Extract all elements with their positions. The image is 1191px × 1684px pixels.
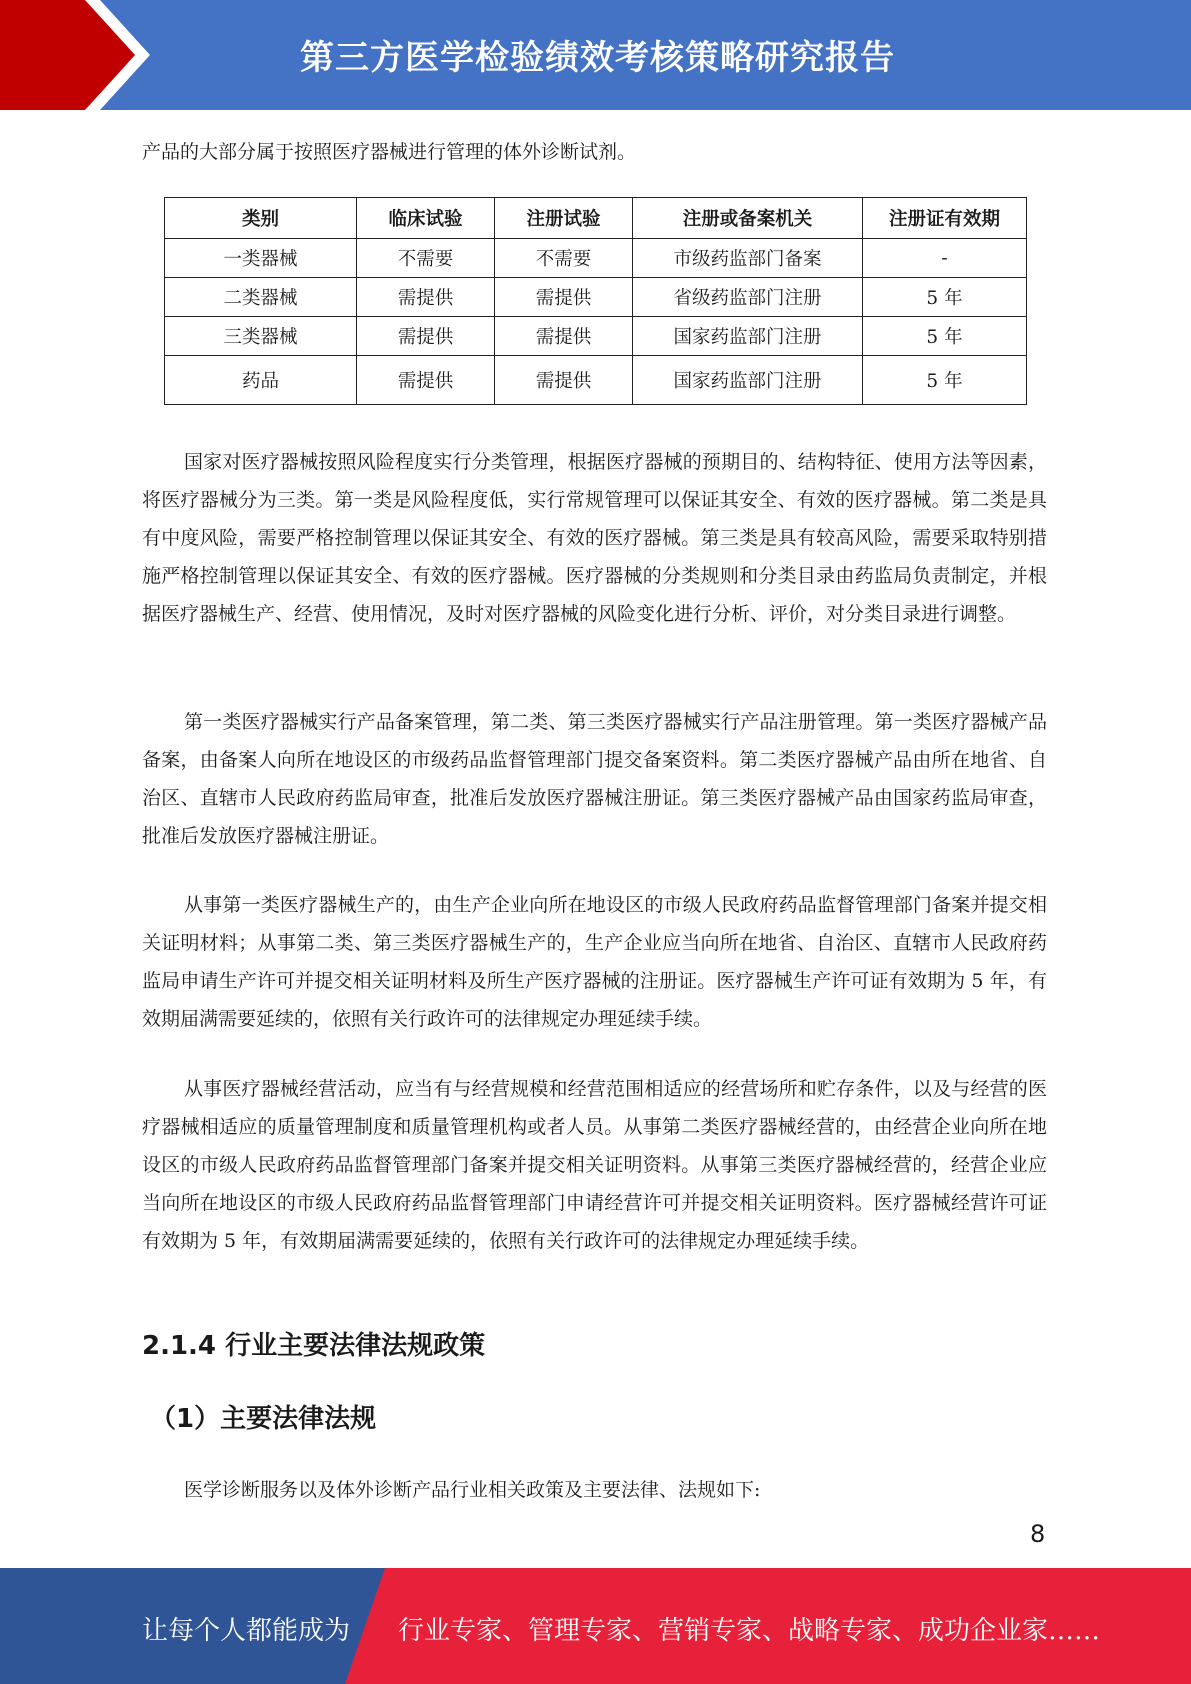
table-row: [165, 317, 1027, 356]
table-header-cell: 注册证有效期: [863, 198, 1027, 239]
sub-heading: （1）主要法律法规: [150, 1404, 377, 1434]
report-title: 第三方医学检验绩效考核策略研究报告: [300, 38, 895, 78]
table-header-cell: 类别: [165, 198, 357, 239]
table-cell: 需提供: [495, 356, 633, 405]
table-cell: 药品: [165, 356, 357, 405]
table-cell: 需提供: [495, 278, 633, 317]
body-paragraph: 第一类医疗器械实行产品备案管理，第二类、第三类医疗器械实行产品注册管理。第一类医疗器械产品备案，由备案人向所在地设区的市级药品监督管理部门提交备案资料。第二类医疗器械产品由所在地省、自治区、直辖市人民政府药监局审查，批准后发放医疗器械注册证。第三类医疗器械产品由国家药监局审查，批准后发放医疗器械注册证。: [142, 711, 1047, 847]
table-cell: 需提供: [357, 356, 495, 405]
table-header-cell: 注册或备案机关: [633, 198, 863, 239]
table-row: [165, 278, 1027, 317]
table-cell: 二类器械: [165, 278, 357, 317]
table-cell: 不需要: [357, 239, 495, 278]
table-cell: 国家药监部门注册: [633, 317, 863, 356]
table-header-row: [165, 198, 1027, 239]
table-header-cell: 临床试验: [357, 198, 495, 239]
table-cell: 省级药监部门注册: [633, 278, 863, 317]
table-cell: 需提供: [357, 278, 495, 317]
table-cell: 需提供: [495, 317, 633, 356]
page-header: [0, 0, 1191, 110]
body-paragraph: 国家对医疗器械按照风险程度实行分类管理，根据医疗器械的预期目的、结构特征、使用方法等因素，将医疗器械分为三类。第一类是风险程度低，实行常规管理可以保证其安全、有效的医疗器械。第二类是具有中度风险，需要严格控制管理以保证其安全、有效的医疗器械。第三类是具有较高风险，需要采取特别措施严格控制管理以保证其安全、有效的医疗器械。医疗器械的分类规则和分类目录由药监局负责制定，并根据医疗器械生产、经营、使用情况，及时对医疗器械的风险变化进行分析、评价，对分类目录进行调整。: [142, 451, 1047, 625]
table-cell: 5 年: [863, 356, 1027, 405]
table-cell: 需提供: [357, 317, 495, 356]
body-paragraph: 从事第一类医疗器械生产的，由生产企业向所在地设区的市级人民政府药品监督管理部门备案并提交相关证明材料；从事第二类、第三类医疗器械生产的，生产企业应当向所在地省、自治区、直辖市人民政府药监局申请生产许可并提交相关证明材料及所生产医疗器械的注册证。医疗器械生产许可证有效期为 5 年，有效期届满需要延续的，依照有关行政许可的法律规定办理延续手续。: [142, 894, 1047, 1030]
table-row: [165, 239, 1027, 278]
table-row: [165, 356, 1027, 405]
table-cell: 一类器械: [165, 239, 357, 278]
page-footer: [0, 1568, 1191, 1684]
registration-table: [164, 197, 1027, 405]
footer-slogan-left: 让每个人都能成为: [142, 1616, 351, 1646]
table-cell: -: [863, 239, 1027, 278]
table-cell: 5 年: [863, 317, 1027, 356]
footer-slogan-right: 行业专家、管理专家、营销专家、战略专家、成功企业家……: [398, 1616, 1101, 1646]
table-cell: 国家药监部门注册: [633, 356, 863, 405]
closing-line: 医学诊断服务以及体外诊断产品行业相关政策及主要法律、法规如下:: [184, 1479, 761, 1501]
body-paragraph: 从事医疗器械经营活动，应当有与经营规模和经营范围相适应的经营场所和贮存条件，以及与经营的医疗器械相适应的质量管理制度和质量管理机构或者人员。从事第二类医疗器械经营的，由经营企业向所在地设区的市级人民政府药品监督管理部门备案并提交相关证明资料。从事第三类医疗器械经营的，经营企业应当向所在地设区的市级人民政府药品监督管理部门申请经营许可并提交相关证明资料。医疗器械经营许可证有效期为 5 年，有效期届满需要延续的，依照有关行政许可的法律规定办理延续手续。: [142, 1078, 1047, 1252]
table-cell: 三类器械: [165, 317, 357, 356]
table-cell: 5 年: [863, 278, 1027, 317]
table-header-cell: 注册试验: [495, 198, 633, 239]
intro-line: 产品的大部分属于按照医疗器械进行管理的体外诊断试剂。: [142, 141, 637, 163]
page-number: 8: [1030, 1520, 1046, 1548]
table-cell: 不需要: [495, 239, 633, 278]
section-heading: 2.1.4 行业主要法律法规政策: [142, 1331, 486, 1361]
table-cell: 市级药监部门备案: [633, 239, 863, 278]
